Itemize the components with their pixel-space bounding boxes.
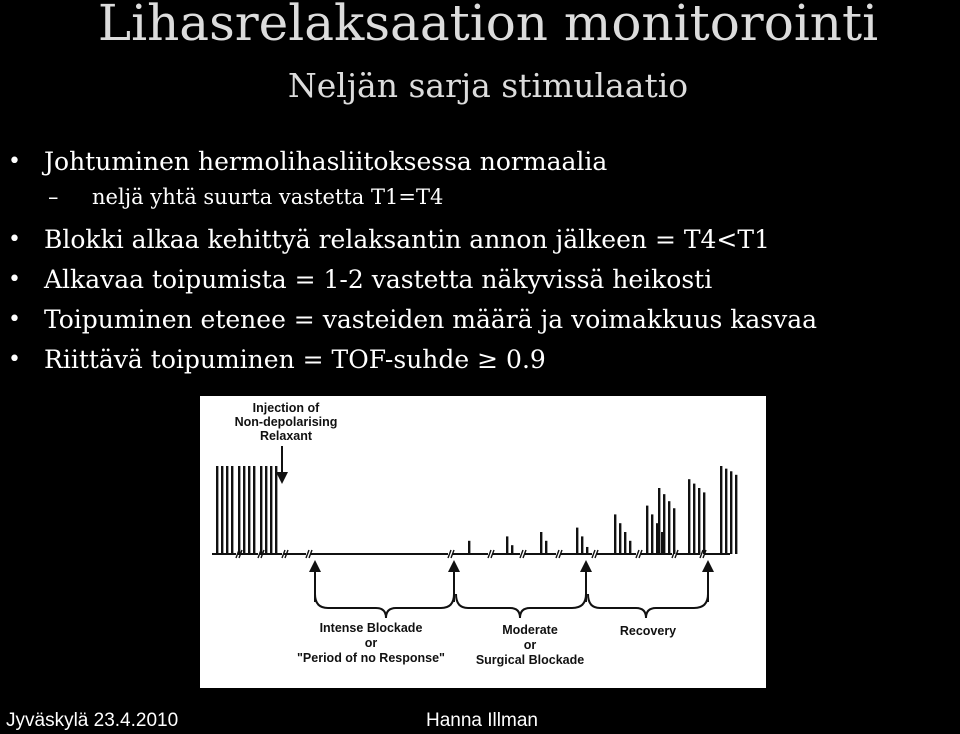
tof-bar bbox=[629, 541, 631, 554]
tof-bars bbox=[216, 466, 737, 554]
tof-diagram bbox=[200, 396, 766, 688]
tof-bar bbox=[720, 466, 722, 554]
bullet-text: Toipuminen etenee = vasteiden määrä ja voimakkuus kasvaa bbox=[44, 305, 818, 334]
slide-subtitle: Neljän sarja stimulaatio bbox=[287, 66, 689, 105]
tof-bar bbox=[265, 466, 267, 554]
tof-bar bbox=[275, 466, 277, 554]
tof-bar bbox=[270, 466, 272, 554]
bullet-list bbox=[0, 142, 960, 380]
tof-bar bbox=[651, 514, 653, 554]
bullet-item bbox=[0, 300, 960, 340]
tof-bar bbox=[238, 466, 240, 554]
injection-arrow-icon bbox=[276, 472, 288, 484]
tof-bar bbox=[646, 506, 648, 554]
break-mark bbox=[636, 550, 639, 558]
break-mark bbox=[556, 550, 559, 558]
tof-bar bbox=[248, 466, 250, 554]
tof-bar bbox=[698, 488, 700, 554]
bullet-item bbox=[0, 340, 960, 380]
phase-label-intense-line-2: or bbox=[364, 636, 378, 650]
bullet-text: Blokki alkaa kehittyä relaksantin annon jälkeen = T4<T1 bbox=[44, 225, 770, 254]
break-mark bbox=[488, 550, 491, 558]
tof-bar bbox=[226, 466, 228, 554]
bullet-marker: • bbox=[8, 347, 21, 372]
break-mark bbox=[592, 550, 595, 558]
break-mark bbox=[306, 550, 309, 558]
phase-label-recovery: Recovery bbox=[619, 624, 677, 638]
tof-bar bbox=[703, 492, 705, 554]
tof-bar bbox=[506, 536, 508, 554]
tof-bar bbox=[511, 545, 513, 554]
phase-label-moderate-line-2: or bbox=[523, 638, 537, 652]
tof-figure bbox=[200, 396, 766, 688]
up-arrow-icon bbox=[580, 560, 592, 572]
tof-bar bbox=[668, 501, 670, 554]
injection-label-line-1: Injection of bbox=[252, 401, 320, 415]
break-mark bbox=[700, 550, 703, 558]
bullet-item bbox=[0, 220, 960, 260]
tof-bar bbox=[468, 541, 470, 554]
tof-bar bbox=[614, 514, 616, 554]
tof-bar bbox=[688, 479, 690, 554]
phase-label-intense-line-3: "Period of no Response" bbox=[297, 651, 445, 665]
bullet-item bbox=[0, 142, 960, 182]
break-mark bbox=[448, 550, 451, 558]
phase-label-moderate-line-1: Moderate bbox=[502, 623, 558, 637]
bullet-text: Johtuminen hermolihasliitoksessa normaalia bbox=[44, 147, 608, 176]
tof-bar bbox=[231, 466, 233, 554]
tof-bar bbox=[663, 494, 665, 554]
tof-bar bbox=[260, 466, 262, 554]
up-arrow-icon bbox=[702, 560, 714, 572]
tof-bar bbox=[673, 508, 675, 554]
tof-bar bbox=[725, 469, 727, 554]
phase-label-intense-line-1: Intense Blockade bbox=[319, 621, 423, 635]
tof-bar bbox=[545, 541, 547, 554]
bullet-marker: • bbox=[8, 227, 21, 252]
tof-bar bbox=[619, 523, 621, 554]
injection-label-line-2: Non-depolarising bbox=[234, 415, 338, 429]
phase-brace-intense bbox=[315, 594, 454, 618]
phase-arrows bbox=[309, 560, 714, 602]
injection-label-line-3: Relaxant bbox=[259, 429, 313, 443]
bullet-item bbox=[0, 260, 960, 300]
up-arrow-icon bbox=[448, 560, 460, 572]
bullet-text: Alkavaa toipumista = 1-2 vastetta näkyvissä heikosti bbox=[44, 265, 713, 294]
footer-center: Hanna Illman bbox=[426, 710, 538, 731]
bullet-marker: • bbox=[8, 149, 21, 174]
bullet-text: neljä yhtä suurta vastetta T1=T4 bbox=[92, 185, 444, 209]
break-mark bbox=[520, 550, 523, 558]
phase-brace-recovery bbox=[588, 594, 708, 618]
tof-bar bbox=[586, 547, 588, 554]
tof-bar bbox=[253, 466, 255, 554]
phase-brace-moderate bbox=[456, 594, 586, 618]
footer-left: Jyväskylä 23.4.2010 bbox=[6, 710, 179, 731]
tof-bar bbox=[581, 536, 583, 554]
bullet-marker: – bbox=[48, 185, 59, 209]
tof-bar bbox=[221, 466, 223, 554]
bullet-marker: • bbox=[8, 267, 21, 292]
tof-bar bbox=[735, 475, 737, 554]
tof-bar bbox=[243, 466, 245, 554]
phase-label-moderate-line-3: Surgical Blockade bbox=[475, 653, 585, 667]
up-arrow-icon bbox=[309, 560, 321, 572]
slide-title: Lihasrelaksaation monitorointi bbox=[97, 0, 879, 52]
tof-bar bbox=[658, 488, 660, 554]
tof-bar bbox=[624, 532, 626, 554]
tof-bar bbox=[730, 471, 732, 554]
tof-bar bbox=[693, 484, 695, 554]
tof-bar bbox=[216, 466, 218, 554]
tof-bar bbox=[540, 532, 542, 554]
sub-bullet-item bbox=[0, 182, 960, 220]
tof-bar bbox=[576, 528, 578, 554]
bullet-marker: • bbox=[8, 307, 21, 332]
bullet-text: Riittävä toipuminen = TOF-suhde ≥ 0.9 bbox=[44, 345, 546, 374]
